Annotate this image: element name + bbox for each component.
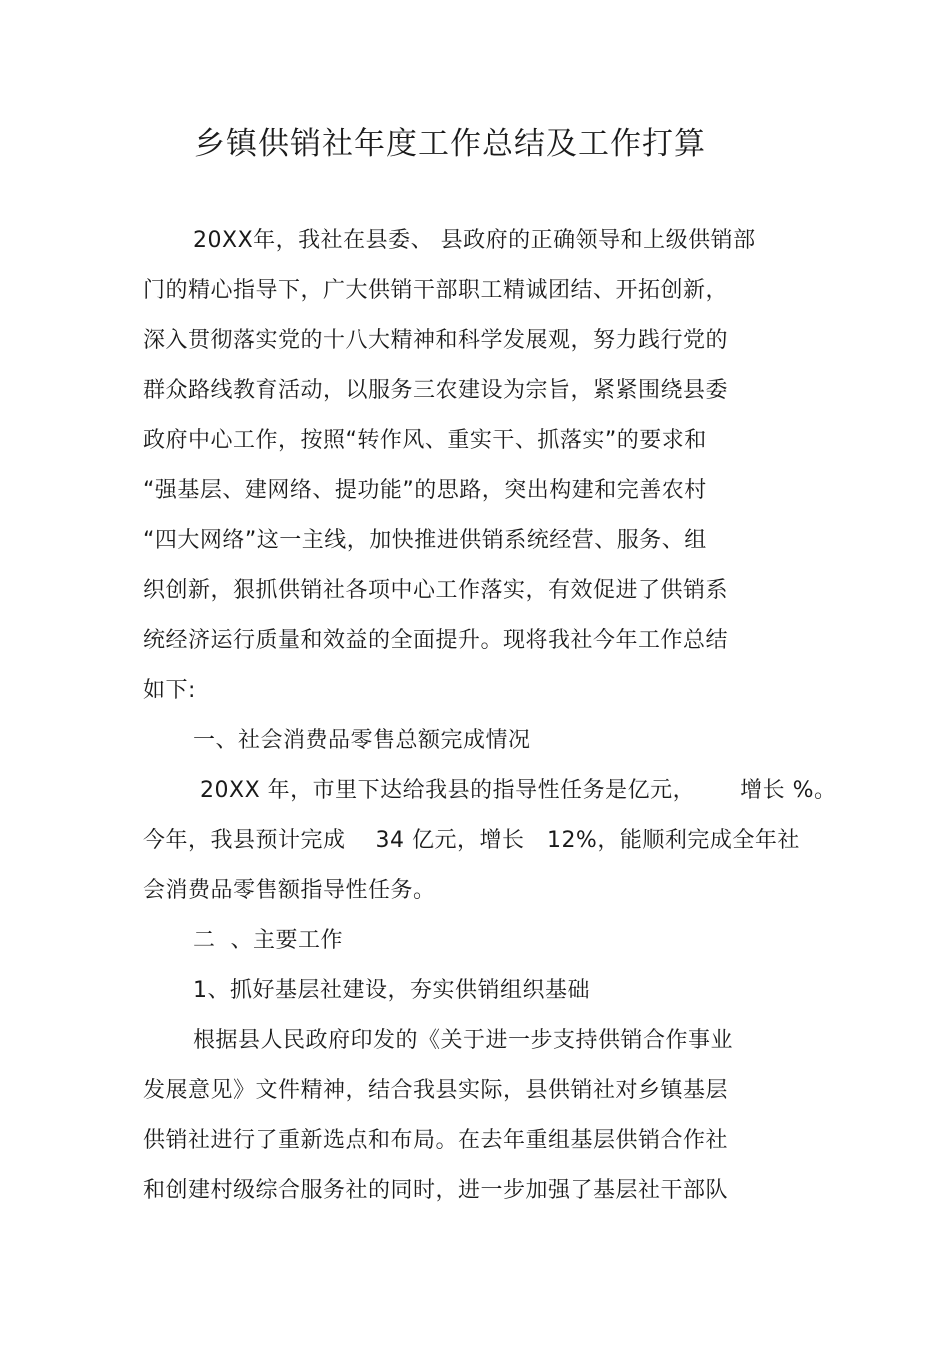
paragraph-line: 会消费品零售额指导性任务。	[143, 878, 436, 903]
paragraph-line: 统经济运行质量和效益的全面提升。现将我社今年工作总结	[143, 628, 729, 653]
paragraph-line: 政府中心工作，按照“转作风、重实干、抓落实”的要求和	[143, 428, 707, 453]
paragraph-line: 20XX年，我社在县委、 县政府的正确领导和上级供销部	[193, 228, 756, 253]
section-heading: 一、社会消费品零售总额完成情况	[193, 728, 531, 753]
section-heading: 二 、主要工作	[193, 928, 343, 953]
paragraph-line: “强基层、建网络、提功能”的思路，突出构建和完善农村	[143, 478, 707, 503]
paragraph-line: 20XX 年，市里下达给我县的指导性任务是亿元， 增长 %。	[200, 778, 837, 803]
paragraph-line: 根据县人民政府印发的《关于进一步支持供销合作事业	[193, 1028, 734, 1053]
paragraph-line: 门的精心指导下，广大供销干部职工精诚团结、开拓创新，	[143, 278, 729, 303]
paragraph-line: 深入贯彻落实党的十八大精神和科学发展观，努力践行党的	[143, 328, 729, 353]
paragraph-line: 今年，我县预计完成 34 亿元，增长 12%，能顺利完成全年社	[143, 828, 800, 853]
paragraph-line: 如下:	[143, 678, 196, 703]
document-title: 乡镇供销社年度工作总结及工作打算	[194, 126, 706, 162]
paragraph-line: 发展意见》文件精神，结合我县实际，县供销社对乡镇基层	[143, 1078, 729, 1103]
paragraph-line: 织创新，狠抓供销社各项中心工作落实，有效促进了供销系	[143, 578, 729, 603]
paragraph-line: 供销社进行了重新选点和布局。在去年重组基层供销合作社	[143, 1128, 729, 1153]
paragraph-line: “四大网络”这一主线，加快推进供销系统经营、服务、组	[143, 528, 707, 553]
subsection-heading: 1、抓好基层社建设，夯实供销组织基础	[193, 978, 590, 1003]
paragraph-line: 和创建村级综合服务社的同时，进一步加强了基层社干部队	[143, 1178, 729, 1203]
paragraph-line: 群众路线教育活动，以服务三农建设为宗旨，紧紧围绕县委	[143, 378, 729, 403]
